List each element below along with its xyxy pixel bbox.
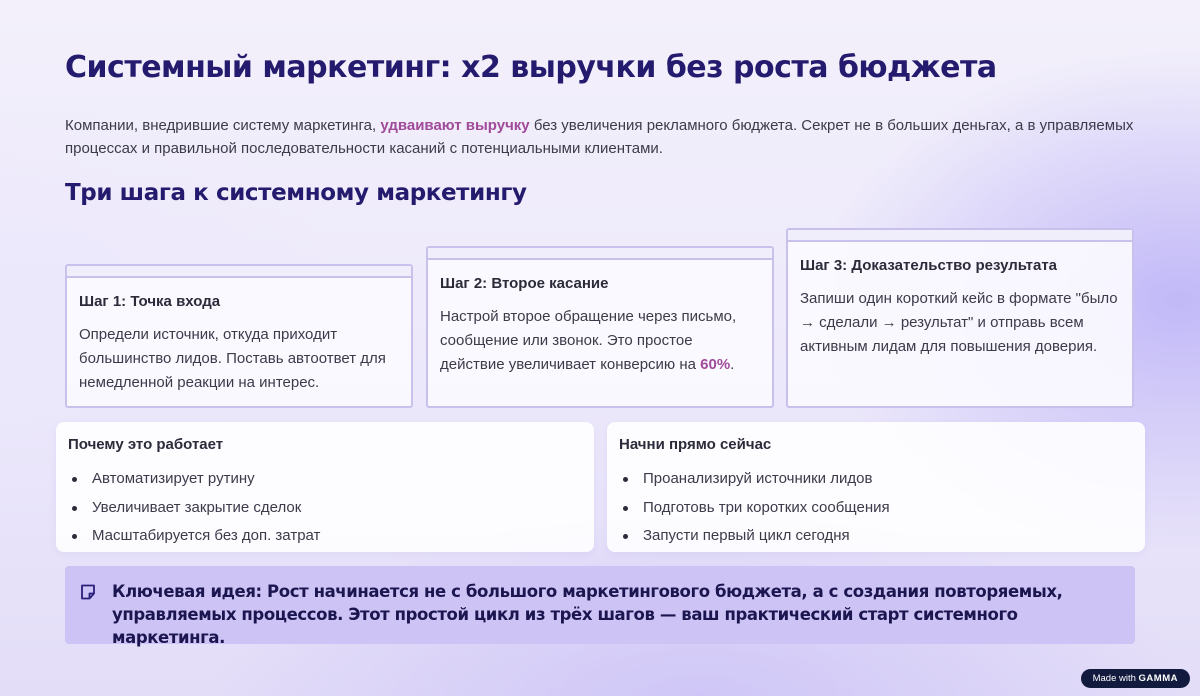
panel-title: Начни прямо сейчас — [619, 436, 772, 453]
list-item-label: Запусти первый цикл сегодня — [643, 527, 850, 544]
intro-paragraph — [65, 114, 1145, 160]
gamma-logo: GAMMA — [1138, 673, 1178, 684]
step-title: Шаг 3: Доказательство результата — [800, 257, 1058, 274]
bullet-icon — [72, 506, 77, 511]
list-item — [68, 465, 582, 494]
bullet-icon — [72, 477, 77, 482]
step-card-2 — [426, 246, 774, 408]
bullet-icon — [623, 477, 628, 482]
section-subtitle: Три шага к системному маркетингу — [65, 180, 527, 206]
step-card-3 — [786, 228, 1134, 408]
page-title: Системный маркетинг: х2 выручки без роста бюджета — [65, 50, 997, 85]
step-description-end: . — [730, 356, 735, 373]
why-it-works-panel — [56, 422, 594, 552]
intro-highlight: удваивают выручку — [380, 117, 530, 134]
conversion-highlight: 60% — [700, 356, 731, 373]
key-idea-callout — [65, 566, 1135, 647]
list-item-label: Масштабируется без доп. затрат — [92, 527, 321, 544]
list-item — [619, 465, 1133, 494]
intro-text-end: без увеличения рекламного бюджета. Секрет не в больших деньгах, а в управляемых процессах и правильной последовательности касаний с потенциальными клиентами. — [65, 117, 1134, 157]
list-item — [68, 494, 582, 523]
step-title: Шаг 2: Второе касание — [440, 275, 609, 292]
step-description — [440, 305, 760, 377]
bullet-icon — [72, 534, 77, 539]
list-item — [68, 522, 582, 551]
note-icon — [79, 583, 97, 601]
bullet-list — [68, 465, 582, 551]
step-description: Определи источник, откуда приходит большинство лидов. Поставь автоответ для немедленной реакции на интерес. — [79, 326, 386, 391]
step-card-header-bar — [428, 248, 772, 260]
made-with-gamma-badge[interactable] — [1081, 669, 1190, 688]
step-card-1 — [65, 264, 413, 408]
list-item-label: Подготовь три коротких сообщения — [643, 498, 890, 516]
intro-text-start: Компании, внедрившие систему маркетинга, — [65, 117, 381, 134]
step-card-body — [428, 260, 772, 389]
bullet-icon — [623, 506, 628, 511]
list-item-label: Проанализируй источники лидов — [643, 470, 873, 487]
step-card-header-bar — [67, 266, 411, 278]
list-item — [619, 522, 1133, 551]
step-card-body — [788, 242, 1132, 371]
step-card-body — [67, 278, 411, 407]
list-item-label: Автоматизирует рутину — [92, 470, 255, 487]
panel-title: Почему это работает — [68, 436, 224, 453]
step-description-text: Настрой второе обращение через письмо, сообщение или звонок. Это простое действие увеличивает конверсию на — [440, 308, 737, 373]
list-item-label: Увеличивает закрытие сделок — [92, 498, 302, 516]
start-now-panel — [607, 422, 1145, 552]
bullet-icon — [623, 534, 628, 539]
badge-prefix: Made with — [1092, 673, 1136, 684]
step-card-header-bar — [788, 230, 1132, 242]
bullet-list — [619, 465, 1133, 551]
step-description: Запиши один короткий кейс в формате "было → сделали → результат" и отправь всем активным лидам для повышения доверия. — [800, 290, 1118, 355]
key-idea-text: Ключевая идея: Рост начинается не с большого маркетингового бюджета, а с создания повторяемых, управляемых процессов. Этот простой цикл из трёх шагов — ваш практический старт системного маркетинга. — [112, 582, 1063, 647]
step-title: Шаг 1: Точка входа — [79, 293, 221, 310]
list-item — [619, 494, 1133, 523]
